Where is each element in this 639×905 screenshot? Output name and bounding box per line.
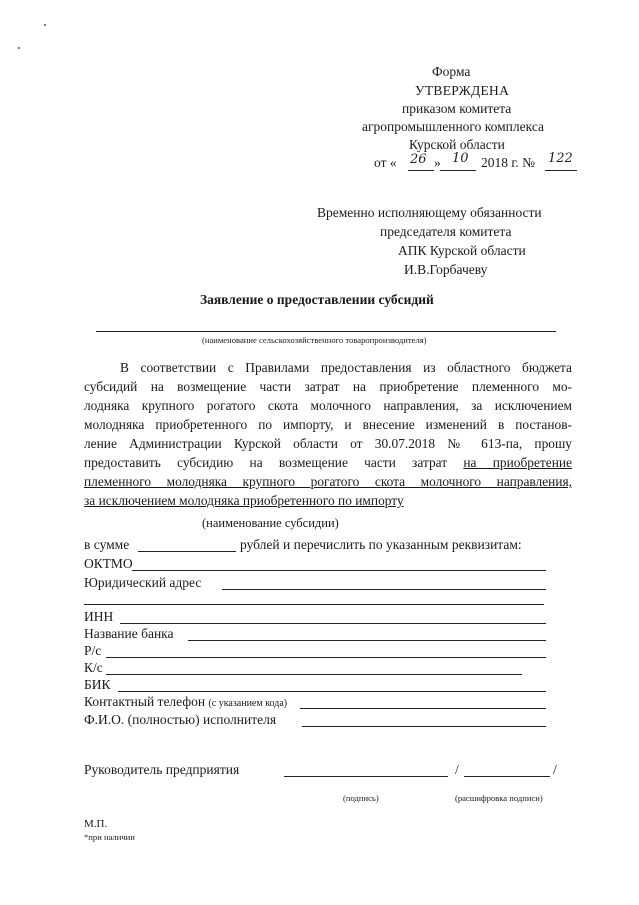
addressee-line-2: председателя комитета [380,224,512,239]
head-label: Руководитель предприятия [84,762,240,777]
phone-label [84,694,287,710]
day-field-line [408,170,434,171]
slash-right: / [553,762,557,777]
inn-field-line[interactable] [120,623,546,624]
signature-decoding-field-line[interactable] [464,776,550,777]
amount-field-line[interactable] [138,551,236,552]
corr-account-label: К/с [84,660,103,675]
addressee-line-4: И.В.Горбачеву [404,262,488,277]
approval-line-3: Курской области [409,137,505,152]
document-title: Заявление о предоставлении субсидий [200,292,434,307]
phone-field-line[interactable] [300,708,546,709]
executor-label: Ф.И.О. (полностью) исполнителя [84,712,277,727]
oktmo-field-line[interactable] [132,570,546,571]
body-line-4: молодняка приобретенного по импорту, и внесение изменений в постанов- [84,417,572,432]
approval-line-1: приказом комитета [402,101,512,116]
legal-address-label: Юридический адрес [84,575,202,590]
inn-label: ИНН [84,609,114,624]
body-line-1: В соответствии с Правилами предоставления из областного бюджета [120,360,572,375]
producer-name-hint: (наименование сельскохозяйственного товаропроизводителя) [202,335,427,345]
legal-address-field-line[interactable] [222,589,546,590]
date-quote-close: » [434,155,441,170]
amount-suffix: рублей и перечислить по указанным реквизитам: [240,537,522,552]
producer-name-line[interactable] [96,331,556,332]
subsidy-name-part-1: на приобретение [463,455,572,470]
phone-note: (с указанием кода) [208,698,288,709]
signature-hint: (подпись) [343,793,379,803]
order-number-handwritten: 122 [548,151,573,166]
stamp-label: М.П. [84,818,108,830]
month-field-line [440,170,476,171]
body-line-2: субсидий на возмещение части затрат на приобретение племенного мо- [84,379,572,394]
addressee-line-1: Временно исполняющему обязанности [317,205,542,220]
body-line-5: ление Администрации Курской области от 30.07.2018 № 613-па, прошу [84,436,572,451]
subsidy-name-part-3: за исключением молодняка приобретенного по импорту [84,493,404,508]
bank-name-label: Название банка [84,626,174,641]
order-number-line [545,170,577,171]
scan-speck [44,24,46,26]
subsidy-name-part-2: племенного молодняка крупного рогатого скота молочного направления, [84,474,572,489]
legal-address-field-line-2[interactable] [84,604,544,605]
year-and-number-label: 2018 г. № [481,155,536,170]
form-label: Форма [432,64,471,79]
oktmo-label: ОКТМО [84,556,133,571]
phone-label-text: Контактный телефон [84,694,206,709]
subsidy-name-hint: (наименование субсидии) [202,516,339,530]
body-line-3: лодняка крупного рогатого скота молочного направления, за исключением [84,398,572,413]
day-handwritten: 26 [410,152,427,167]
approved-label: УТВЕРЖДЕНА [415,83,510,98]
addressee-line-3: АПК Курской области [398,243,526,258]
body-line-6 [84,453,572,472]
executor-field-line[interactable] [302,726,546,727]
body-line-6-plain: предоставить субсидию на возмещение части затрат [84,455,464,470]
decoding-hint: (расшифровка подписи) [455,793,543,803]
bik-field-line[interactable] [118,691,546,692]
corr-account-field-line[interactable] [106,674,522,675]
account-field-line[interactable] [106,657,546,658]
month-handwritten: 10 [452,151,469,166]
approval-line-2: агропромышленного комплекса [362,119,544,134]
amount-prefix: в сумме [84,537,130,552]
bank-name-field-line[interactable] [188,640,546,641]
scan-speck [18,47,20,49]
account-label: Р/с [84,643,102,658]
date-prefix: от « [374,155,397,170]
signature-field-line[interactable] [284,776,448,777]
stamp-note: *при наличии [84,832,135,842]
slash-left: / [455,762,459,777]
bik-label: БИК [84,677,111,692]
